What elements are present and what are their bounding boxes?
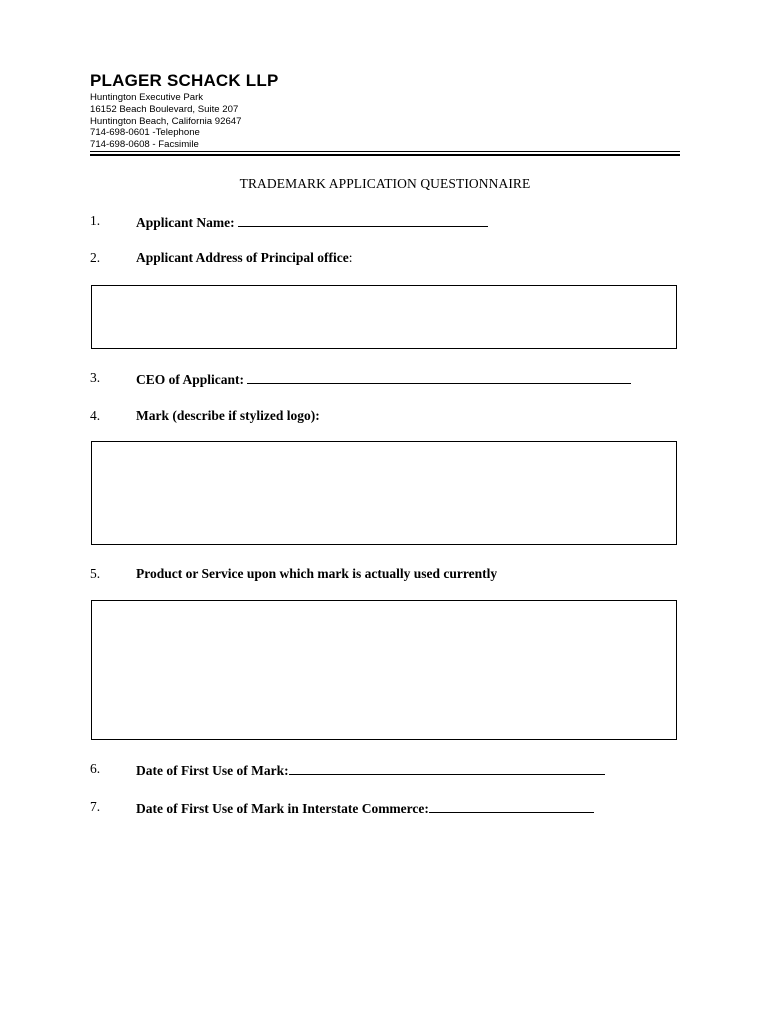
telephone-line: 714-698-0601 -Telephone xyxy=(90,127,200,139)
question-label: Date of First Use of Mark: xyxy=(136,763,289,778)
firm-name: PLAGER SCHACK LLP xyxy=(90,71,279,90)
question-number: 3. xyxy=(90,370,101,385)
interstate-use-date-field[interactable] xyxy=(429,799,594,813)
address-line: Huntington Executive Park xyxy=(90,92,204,103)
question-label: Applicant Name: xyxy=(136,215,235,230)
question-label-colon: : xyxy=(348,250,353,265)
address-line: 16152 Beach Boulevard, Suite 207 xyxy=(90,103,239,115)
ceo-name-field[interactable] xyxy=(247,370,631,384)
question-label: Date of First Use of Mark in Interstate Commerce: xyxy=(136,801,429,816)
document-title: TRADEMARK APPLICATION QUESTIONNAIRE xyxy=(239,176,531,191)
question-label: Mark (describe if stylized logo): xyxy=(136,408,320,423)
applicant-name-field[interactable] xyxy=(238,213,488,227)
applicant-address-box[interactable] xyxy=(91,285,677,349)
firm-address xyxy=(90,92,241,151)
first-use-date-field[interactable] xyxy=(289,761,605,775)
header-rule-bottom xyxy=(90,154,680,156)
question-number: 7. xyxy=(90,799,101,814)
question-number: 4. xyxy=(90,408,101,423)
mark-description-box[interactable] xyxy=(91,441,677,545)
question-number: 6. xyxy=(90,761,101,776)
question-number: 2. xyxy=(90,250,101,265)
address-line: Huntington Beach, California 92647 xyxy=(90,115,242,127)
header-rule-top xyxy=(90,151,680,152)
question-label: CEO of Applicant: xyxy=(136,372,245,387)
facsimile-line: 714-698-0608 - Facsimile xyxy=(90,139,199,151)
question-number: 5. xyxy=(90,566,101,581)
question-number: 1. xyxy=(90,213,101,228)
product-service-box[interactable] xyxy=(91,600,677,740)
question-label: Product or Service upon which mark is actually used currently xyxy=(136,566,498,581)
question-label: Applicant Address of Principal office xyxy=(136,250,349,265)
